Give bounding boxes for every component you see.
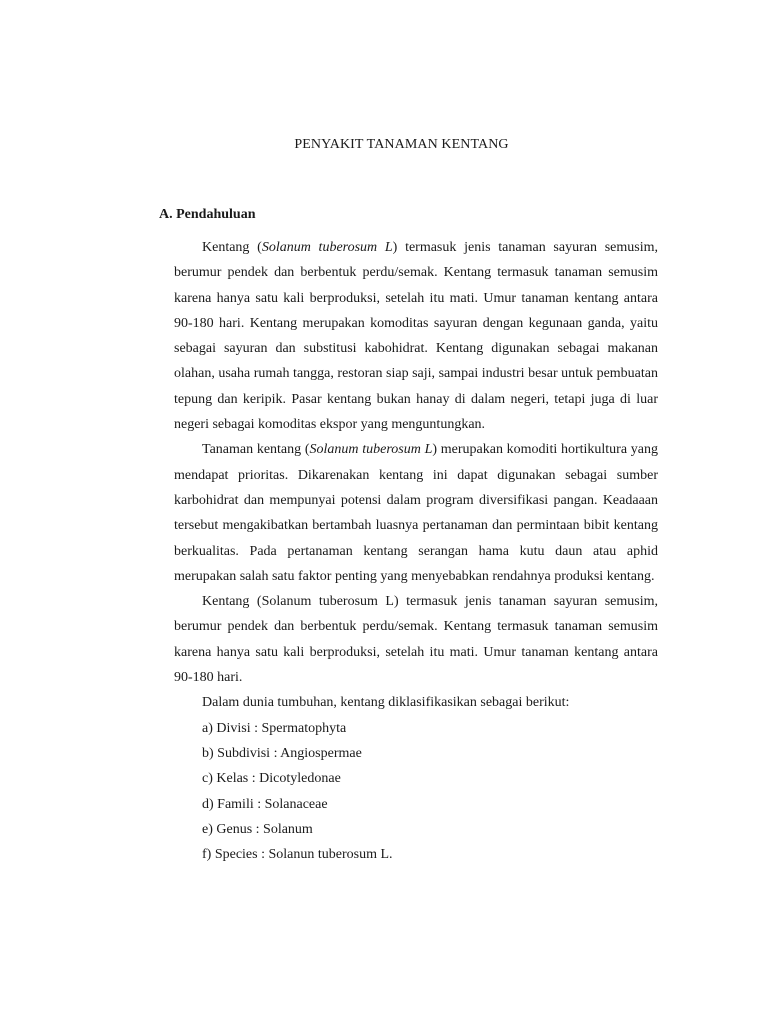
classification-list: [174, 716, 658, 868]
scientific-name: Solanum tuberosum L: [309, 442, 433, 458]
paragraph-priority: [174, 437, 658, 589]
paragraph-priority-text-b: ) merupakan komoditi hortikultura yang mendapat prioritas. Dikarenakan kentang ini dapat digunakan sebagai sumber karbohidrat dan mempunyai potensi dalam program diversifikasi pangan. Keadaaan tersebut mengakibatkan bertambah luasnya pertanaman dan permintaan bibit kentang berkualitas. Pada pertanaman kentang serangan hama kutu daun atau aphid merupakan salah satu faktor penting yang menyebabkan rendahnya produksi kentang.: [174, 442, 658, 584]
list-item: b) Subdivisi : Angiospermae: [202, 745, 362, 761]
paragraph-intro: [174, 235, 658, 437]
list-item: d) Famili : Solanaceae: [202, 796, 328, 812]
paragraph-classification-intro: Dalam dunia tumbuhan, kentang diklasifikasikan sebagai berikut:: [202, 695, 570, 711]
paragraph-priority-text-a: Tanaman kentang (: [202, 442, 310, 458]
paragraph-repeat: Kentang (Solanum tuberosum L) termasuk jenis tanaman sayuran semusim, berumur pendek dan berbentuk perdu/semak. Kentang termasuk tanaman semusim karena hanya satu kali berproduksi, setelah itu mati. Umur tanaman kentang antara 90-180 hari.: [174, 594, 658, 686]
list-item: c) Kelas : Dicotyledonae: [202, 771, 341, 787]
list-item: a) Divisi : Spermatophyta: [202, 720, 347, 736]
scientific-name: Solanum tuberosum L: [261, 240, 393, 255]
paragraph-intro-text-b: ) termasuk jenis tanaman sayuran semusim, berumur pendek dan berbentuk perdu/semak. Kentang termasuk tanaman semusim karena hanya satu kali berproduksi, setelah itu mati. Umur tanaman kentang antara 90-180 hari. Kentang merupakan komoditas sayuran dengan kegunaan ganda, yaitu sebagai sayuran dan substitusi kabohidrat. Kentang digunakan sebagai makanan olahan, usaha rumah tangga, restoran siap saji, sampai industri besar untuk pembuatan tepung dan keripik. Pasar kentang bukan hanay di dalam negeri, tetapi juga di luar negeri sebagai komoditas ekspor yang menguntungkan.: [174, 240, 658, 433]
section-heading: A. Pendahuluan: [159, 207, 256, 222]
body-text: [174, 235, 658, 867]
page-title: PENYAKIT TANAMAN KENTANG: [294, 137, 509, 152]
list-item: e) Genus : Solanum: [202, 821, 313, 837]
list-item: f) Species : Solanun tuberosum L.: [202, 847, 393, 863]
paragraph-intro-text-a: Kentang (: [202, 240, 262, 255]
